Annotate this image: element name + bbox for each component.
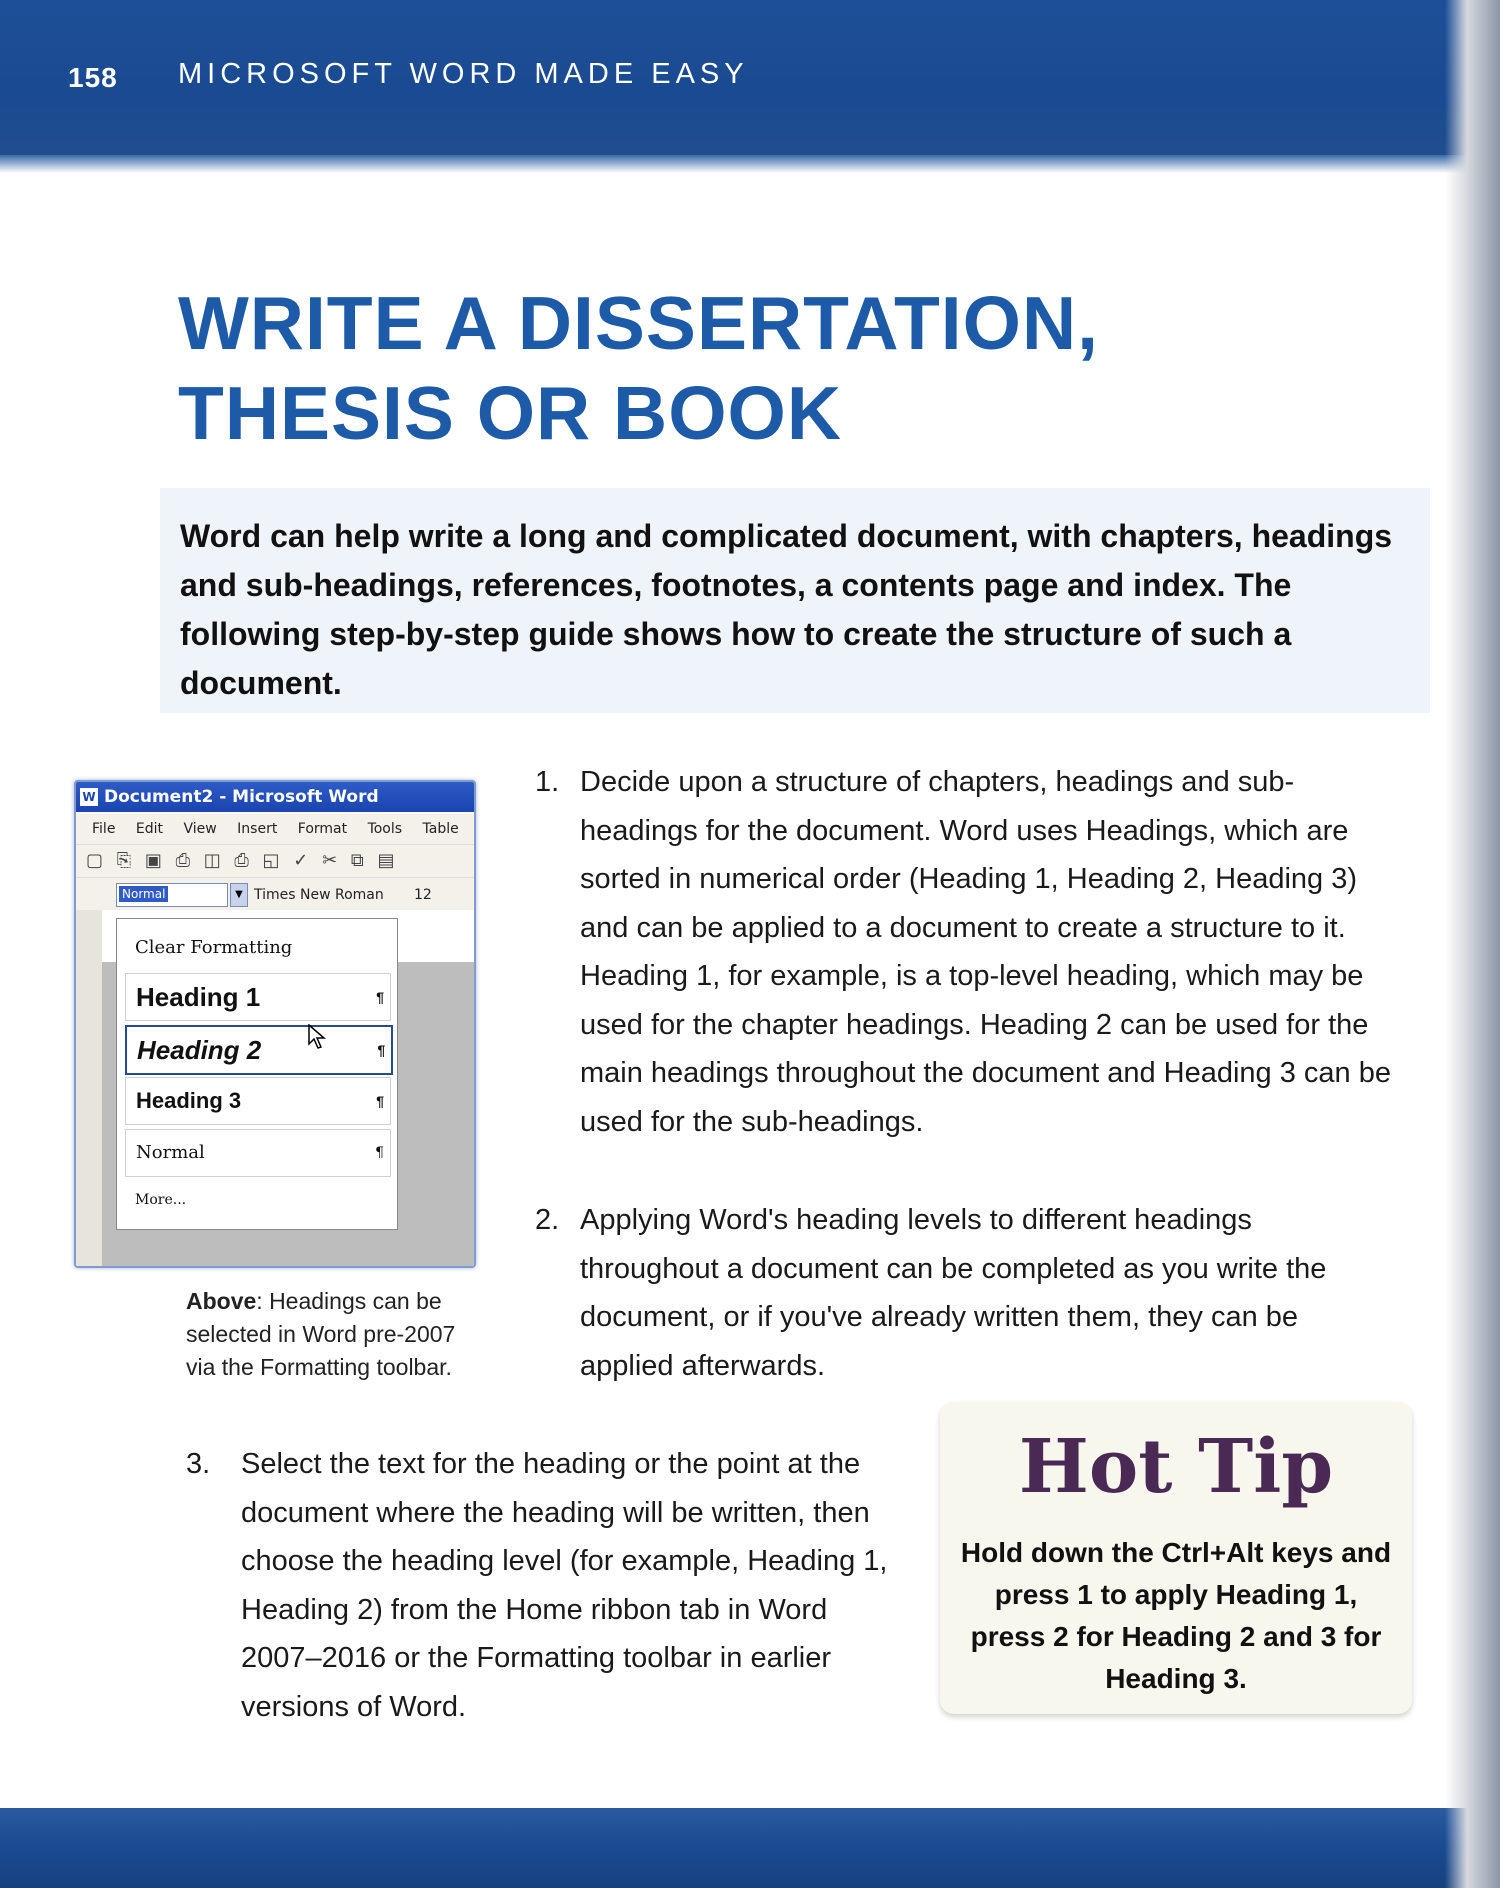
font-size-select[interactable]: 12 (414, 887, 432, 903)
caption-label: Above (186, 1288, 257, 1314)
screenshot-caption (186, 1285, 486, 1384)
pilcrow-icon: ¶ (377, 1042, 385, 1058)
style-heading-2[interactable]: Heading 2 ¶ (125, 1025, 393, 1075)
caption-text: : Headings can be selected in Word pre-2007 via the Formatting toolbar. (186, 1288, 456, 1380)
menu-edit[interactable]: Edit (135, 821, 164, 837)
menu-view[interactable]: View (183, 821, 217, 837)
step-number: 1. (535, 766, 560, 798)
hot-tip-text: Hold down the Ctrl+Alt keys and press 1 to apply Heading 1, press 2 for Heading 2 and 3 for Heading 3. (960, 1537, 1392, 1694)
hot-tip-box (940, 1402, 1412, 1714)
style-dropdown-button[interactable]: ▼ (230, 883, 248, 907)
formatting-toolbar (76, 877, 474, 910)
book-spine-shadow (1445, 0, 1500, 1888)
toolbar-icons[interactable]: ▢ ⎘ ▣ ⎙ ◫ ⎙ ◱ ✓ ✂ ⧉ ▤ (86, 850, 399, 871)
hot-tip-title: Hot Tip (1018, 1424, 1334, 1510)
menu-table[interactable]: Table (422, 821, 459, 837)
step-1 (535, 758, 1405, 1146)
step-number: 3. (186, 1448, 211, 1480)
step-3 (186, 1440, 906, 1731)
window-title: Document2 - Microsoft Word (104, 787, 379, 807)
step-2 (535, 1196, 1335, 1390)
style-heading-1[interactable]: Heading 1 ¶ (125, 973, 391, 1021)
menu-file[interactable]: File (92, 821, 116, 837)
style-normal[interactable]: Normal ¶ (125, 1129, 391, 1177)
intro-text: Word can help write a long and complicated document, with chapters, headings and sub-headings, references, footnotes, a contents page and index. The following step-by-step guide shows how to create the structure of such a document. (180, 518, 1393, 701)
footer-band (0, 1808, 1500, 1888)
step-text: Applying Word's heading levels to different headings throughout a document can be completed as you write the document, or if you've already written them, they can be applied afterwards. (580, 1204, 1327, 1382)
style-dropdown-menu (116, 918, 398, 1230)
pilcrow-icon: ¶ (375, 1145, 384, 1161)
style-value: Normal (119, 886, 168, 902)
step-number: 2. (535, 1204, 560, 1236)
menu-format[interactable]: Format (297, 821, 348, 837)
page-title: WRITE A DISSERTATION, THESIS OR BOOK (178, 281, 1099, 455)
running-head: MICROSOFT WORD MADE EASY (178, 58, 749, 90)
font-select[interactable]: Times New Roman (254, 887, 384, 903)
pilcrow-icon: ¶ (376, 1093, 384, 1109)
header-band-edge (0, 155, 1500, 173)
menu-bar (76, 814, 474, 844)
style-more[interactable]: More... (135, 1192, 187, 1208)
word-icon: W (80, 788, 98, 806)
mouse-cursor-icon (308, 1024, 328, 1050)
pilcrow-icon: ¶ (376, 989, 384, 1005)
page-number: 158 (68, 62, 118, 93)
vertical-ruler (76, 910, 102, 1266)
standard-toolbar (76, 844, 476, 877)
menu-tools[interactable]: Tools (367, 821, 403, 837)
word-screenshot (74, 780, 476, 1268)
menu-insert[interactable]: Insert (237, 821, 278, 837)
style-select[interactable] (116, 883, 228, 907)
step-text: Decide upon a structure of chapters, headings and sub-headings for the document. Word uses Headings, which are sorted in numerical order (Heading 1, Heading 2, Heading 3) and can be applied to a document to create a structure to it. Heading 1, for example, is a top-level heading, which may be used for the chapter headings. Heading 2 can be used for the main headings throughout the document and Heading 3 can be used for the sub-headings. (580, 766, 1391, 1138)
window-titlebar (76, 782, 474, 812)
step-text: Select the text for the heading or the point at the document where the heading will be written, then choose the heading level (for example, Heading 1, Heading 2) from the Home ribbon tab in Word 2007–2016 or the Formatting toolbar in earlier versions of Word. (241, 1448, 888, 1723)
style-clear-formatting[interactable]: Clear Formatting (135, 937, 293, 958)
style-heading-3[interactable]: Heading 3 ¶ (125, 1077, 391, 1125)
